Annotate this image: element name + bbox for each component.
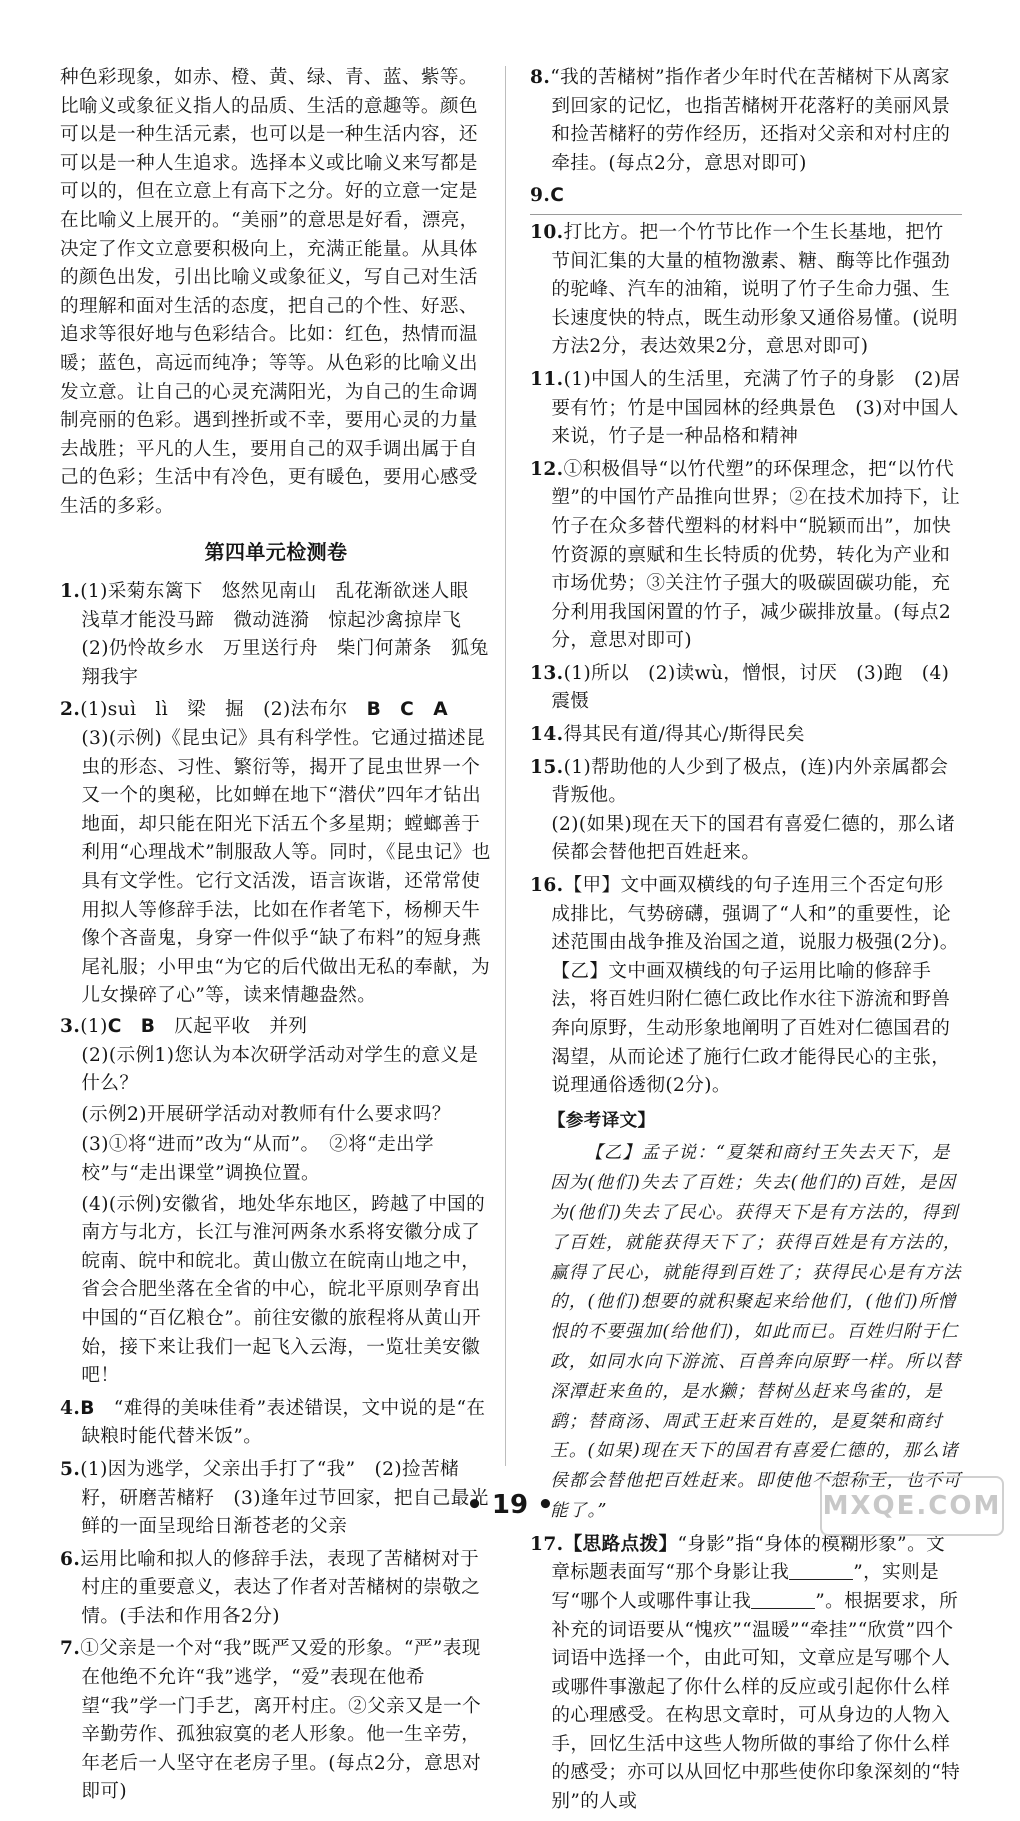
answer-number: 16. (530, 875, 564, 897)
answer-number: 14. (530, 724, 564, 746)
watermark-logo: MXQE.COM (820, 1476, 1004, 1536)
answer-text: ”，实则是写“哪个人或哪件事让我 (551, 1562, 940, 1612)
answer-number: 12. (530, 458, 564, 480)
answer-8 (530, 64, 962, 178)
answer-number: 7. (60, 1638, 81, 1660)
column-divider (505, 66, 506, 1466)
answer-10 (530, 219, 962, 362)
answer-number: 5. (60, 1458, 81, 1480)
fill-blank (751, 1590, 815, 1609)
answer-number: 15. (530, 756, 564, 778)
answer-text: (1)所以 (2)读wù，憎恨，讨厌 (3)跑 (4)震慑 (551, 662, 950, 713)
answer-11 (530, 366, 962, 452)
essay-guidance-text: 种色彩现象，如赤、橙、黄、绿、青、蓝、紫等。比喻义或象征义指人的品质、生活的意趣等。颜色可以是一种生活元素，也可以是一种生活内容，还可以是一种人生追求。选择本义或比喻义来写都是可以的，但在立意上有高下之分。好的立意一定是在比喻义上展开的。“美丽”的意思是好看，漂亮，决定了作文立意要积极向上，充满正能量。从具体的颜色出发，引出比喻义或象征义，写自己对生活的理解和面对生活的态度，把自己的个性、好恶、追求等很好地与色彩结合。比如：红色，热情而温暖；蓝色，高远而纯净；等等。从色彩的比喻义出发立意。让自己的心灵充满阳光，为自己的生命调制亮丽的色彩。遇到挫折或不幸，要用心灵的力量去战胜；平凡的人生，要用自己的双手调出属于自己的色彩；生活中有冷色，更有暖色，要用心感受生活的多彩。 (60, 67, 479, 517)
choice-letter: B (80, 1397, 95, 1419)
answer-text: ”。根据要求，所补充的词语要从“愧疚”“温暖”“牵挂”“欣赏”四个词语中选择一个，由此可知，文章应是写哪个人或哪件事激起了你什么样的反应或引起你什么样的心理感受。在构思文章时，可从身边的人物入手，回忆生活中这些人物所做的事给了你什么样的感受；亦可以从回忆中那些使你印象深刻的“特别”的人或 (551, 1590, 961, 1813)
page-number: • 19 • (466, 1490, 554, 1520)
answer-text: “我的苦槠树”指作者少年时代在苦槠树下从离家到回家的记忆，也指苦槠树开花落籽的美丽风景和捡苦槠籽的劳作经历，还指对父亲和对村庄的牵挂。(每点2分，意思对即可) (550, 67, 951, 174)
answer-13 (530, 660, 962, 717)
answer-text: 运用比喻和拟人的修辞手法，表现了苦槠树对于村庄的重要意义，表达了作者对苦槠树的崇敬之情。(手法和作用各2分) (80, 1548, 481, 1627)
answer-2 (60, 696, 492, 725)
answer-4 (60, 1395, 492, 1452)
answer-text: ①积极倡导“以竹代塑”的环保理念，把“以竹代塑”的中国竹产品推向世界；②在技术加持下，让竹子在众多替代塑料的材料中“脱颖而出”，加快竹资源的禀赋和生长特质的优势，转化为产业和市场优势；③关注竹子强大的吸碳固碳功能，充分利用我国闲置的竹子，减少碳排放量。(每点2分，意思对即可) (551, 458, 961, 652)
section-title: 第四单元检测卷 (204, 539, 348, 564)
fill-blank (789, 1561, 853, 1580)
answer-text: 打比方。把一个竹节比作一个生长基地，把竹节间汇集的大量的植物激素、糖、酶等比作强劲的驼峰、汽车的油箱，说明了竹子生命力强、生长速度快的特点，既生动形象又通俗易懂。(说明方法2分，表达效果2分，意思对即可) (551, 221, 958, 358)
reference-translation-text: 【乙】孟子说：“夏桀和商纣王失去天下，是因为(他们)失去了百姓；失去(他们的)百姓，是因为(他们)失去了民心。获得天下是有方法的，得到了百姓，就能获得天下了；获得百姓是有方法的，赢得了民心，就能得到百姓了；获得民心是有方法的，(他们)想要的就积聚起来给他们，(他们)所憎恨的不要强加(给他们)，如此而已。百姓归附于仁政，如同水向下游流、百兽奔向原野一样。所以替深潭赶来鱼的，是水獭；替树丛赶来鸟雀的，是鹞；替商汤、周武王赶来百姓的，是夏桀和商纣王。(如果)现在天下的国君有喜爱仁德的，那么诸侯都会替他把百姓赶来。即使他不想称王，也不可能了。” (550, 1143, 962, 1521)
answer-3-part-4: (4)(示例)安徽省，地处华东地区，跨越了中国的南方与北方，长江与淮河两条水系将安徽分成了皖南、皖中和皖北。黄山傲立在皖南山地之中，省会合肥坐落在全省的中心，皖北平原则孕育出中国的“百亿粮仓”。前往安徽的旅程将从黄山开始，接下来让我们一起飞入云海，一览壮美安徽吧！ (81, 1193, 486, 1387)
answer-3-part-2a: (2)(示例1)您认为本次研学活动对学生的意义是什么？ (81, 1044, 479, 1095)
answer-9 (530, 182, 962, 211)
answer-7 (60, 1635, 492, 1807)
choice-letter: C (550, 185, 565, 207)
choice-letters: B C A (366, 699, 449, 721)
answer-number: 2. (60, 699, 81, 721)
answer-6 (60, 1546, 492, 1632)
answer-text: (1) (80, 1016, 108, 1037)
answer-number: 11. (530, 368, 564, 390)
answer-number: 6. (60, 1548, 81, 1570)
answer-text: (1)suì lì 梁 掘 (2)法布尔 (80, 699, 348, 721)
answer-number: 13. (530, 662, 564, 684)
answer-text: “难得的美味佳肴”表述错误，文中说的是“在缺粮时能代替米饭”。 (81, 1397, 486, 1448)
answer-2-part-3: (3)(示例)《昆虫记》具有科学性。它通过描述昆虫的形态、习性、繁衍等，揭开了昆虫世界一个又一个的奥秘，比如蝉在地下“潜伏”四年才钻出地面，却只能在阳光下活五个多星期；螳螂善于利用“心理战术”制服敌人等。同时，《昆虫记》也具有文学性。它行文活泼，语言诙谐，还常常使用拟人等修辞手法，比如在作者笔下，杨柳天牛像个吝啬鬼，身穿一件似乎“缺了布料”的短身燕尾礼服；小甲虫“为它的后代做出无私的奉献，为儿女操碎了心”等，读来情趣盎然。 (81, 728, 491, 1007)
answer-number: 4. (60, 1397, 81, 1419)
choice-letters: C B (107, 1016, 156, 1037)
answer-text: (1)因为逃学，父亲出手打了“我” (2)捡苦槠籽，研磨苦槠籽 (3)逢年过节回家，把自己最光鲜的一面呈现给日渐苍老的父亲 (80, 1458, 489, 1538)
answer-text: (1)帮助他的人少到了极点，(连)内外亲属都会背叛他。 (551, 756, 949, 807)
answer-12 (530, 456, 962, 656)
answer-text: (1)采菊东篱下 悠然见南山 乱花渐欲迷人眼 浅草才能没马蹄 微动涟漪 惊起沙禽掠岸飞 (2)仍怜故乡水 万里送行舟 柴门何萧条 狐兔翔我宇 (80, 581, 489, 688)
answer-number: 9. (530, 185, 551, 207)
answer-text: 仄起平收 并列 (155, 1016, 308, 1037)
answer-text: (1)中国人的生活里，充满了竹子的身影 (2)居要有竹；竹是中国园林的经典景色 (3)对中国人来说，竹子是一种品格和精神 (551, 368, 961, 448)
answer-17 (530, 1531, 962, 1817)
answer-text: “身影”指“身体的模糊形象”。文章标题表面写“那个身影让我 (551, 1533, 946, 1584)
right-column (530, 64, 962, 1821)
answer-1 (60, 578, 492, 692)
answer-number: 17. (530, 1533, 564, 1555)
answer-15-part-2: (2)(如果)现在天下的国君有喜爱仁德的，那么诸侯都会替他把百姓赶来。 (551, 813, 956, 864)
hint-label: 【思路点拨】 (563, 1533, 678, 1555)
reference-translation-label: 【参考译文】 (548, 1110, 656, 1131)
answer-14 (530, 721, 962, 750)
section-rule (530, 214, 962, 215)
answer-number: 1. (60, 581, 81, 603)
answer-text: 得其民有道/得其心/斯得民矣 (563, 724, 805, 746)
answer-15 (530, 754, 962, 811)
answer-3 (60, 1013, 492, 1042)
answer-3-part-3: (3)①将“进而”改为“从而”。 ②将“走出学校”与“走出课堂”调换位置。 (81, 1134, 435, 1184)
answer-number: 8. (530, 67, 551, 88)
answer-16 (530, 872, 962, 1101)
answer-text: ①父亲是一个对“我”既严又爱的形象。“严”表现在他绝不允许“我”逃学，“爱”表现在他希望“我”学一门手艺，离开村庄。②父亲又是一个辛勤劳作、孤独寂寞的老人形象。他一生辛劳，年老后一人坚守在老房子里。(每点2分，意思对即可) (80, 1638, 482, 1803)
answer-3-part-2b: (示例2)开展研学活动对教师有什么要求吗？ (81, 1103, 451, 1125)
answer-number: 3. (60, 1016, 81, 1037)
answer-text: 【甲】文中画双横线的句子连用三个否定句形成排比，气势磅礴，强调了“人和”的重要性，论述范围由战争推及治国之道，说服力极强(2分)。【乙】文中画双横线的句子运用比喻的修辞手法，将百姓归附仁德仁政比作水往下游流和野兽奔向原野，生动形象地阐明了百姓对仁德国君的渴望，从而论述了施行仁政才能得民心的主张，说理通俗透彻(2分)。 (551, 875, 959, 1097)
left-column (60, 64, 492, 1811)
answer-number: 10. (530, 221, 564, 243)
